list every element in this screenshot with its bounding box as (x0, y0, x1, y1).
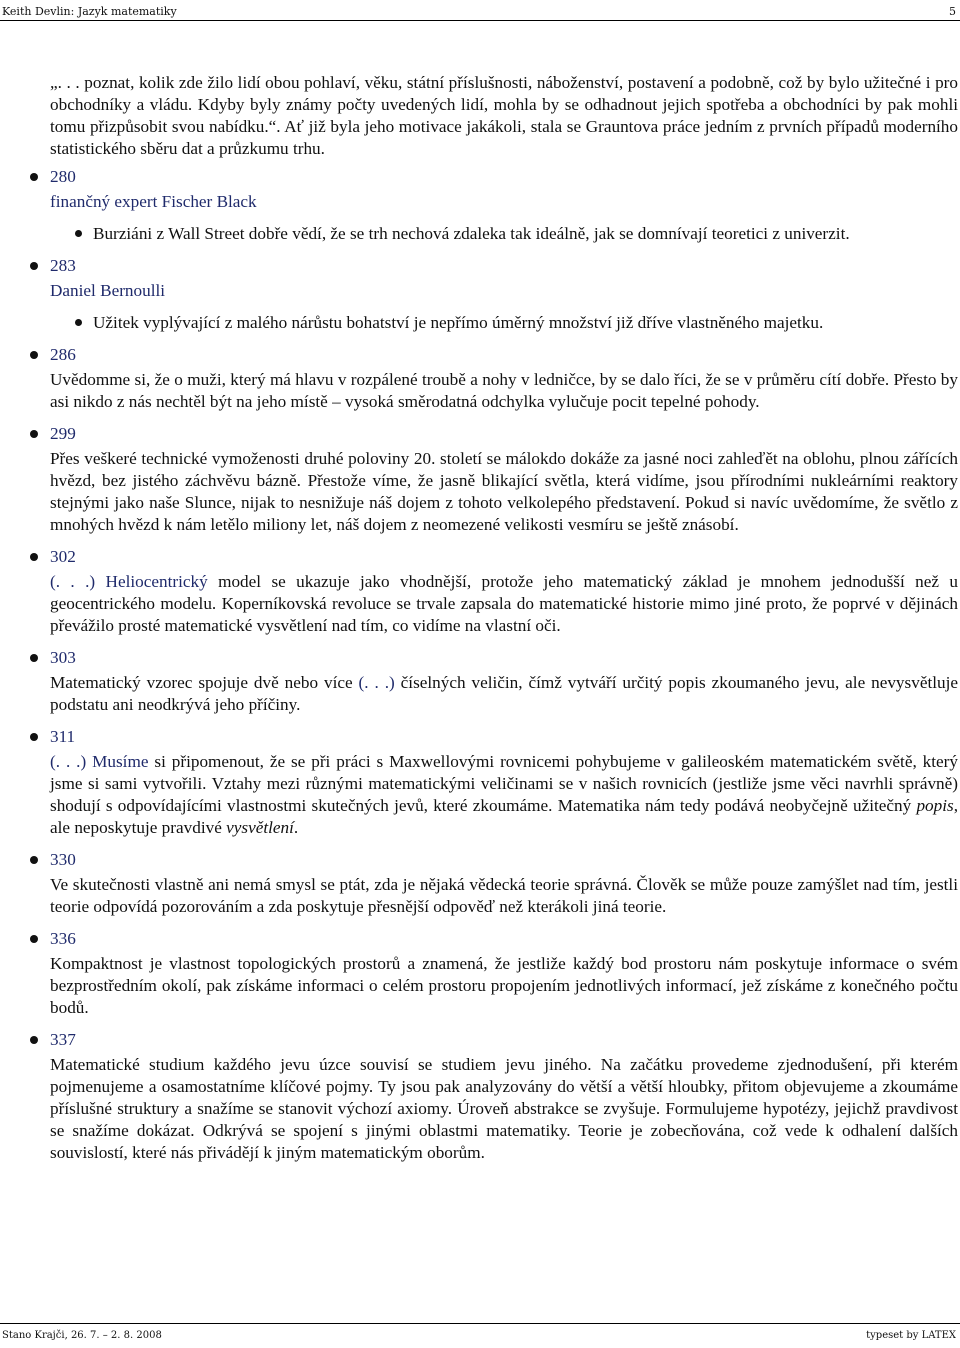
lead-word-link[interactable]: Musíme (92, 752, 149, 771)
page-ref-link[interactable]: 286 (50, 345, 76, 364)
ellipsis-link[interactable]: (. . .) (50, 572, 106, 591)
bullet-icon (30, 856, 38, 864)
page-body (0, 72, 960, 1174)
bullet-icon (75, 230, 82, 237)
page-ref-link[interactable]: 299 (50, 424, 76, 443)
quote-paragraph (50, 751, 958, 839)
entry-302 (0, 546, 960, 637)
page-footer (0, 1320, 960, 1348)
bullet-icon (30, 935, 38, 943)
page-ref-link[interactable]: 330 (50, 850, 76, 869)
bullet-icon (30, 654, 38, 662)
running-title: Keith Devlin: Jazyk matematiky (2, 5, 177, 18)
quote-text: Burziáni z Wall Street dobře vědí, že se trh nechová zdaleka tak ideálně, jak se domnívají teoretici z univerzit. (93, 224, 850, 243)
footer-author-date: Stano Krajči, 26. 7. – 2. 8. 2008 (2, 1330, 162, 1341)
quote-text: číselných veličin, čímž vytváří určitý popis zkoumaného jevu, ale nevysvětluje podstatu ani neodkrývá jeho příčiny. (50, 673, 958, 714)
page-ref-link[interactable]: 280 (50, 167, 76, 186)
bullet-icon (30, 173, 38, 181)
header-rule (0, 20, 960, 21)
footer-rule (0, 1323, 960, 1324)
footer-typeset: typeset by LATEX (866, 1330, 956, 1341)
page-ref-link[interactable]: 336 (50, 929, 76, 948)
quote-text: Ve skutečnosti vlastně ani nemá smysl se ptát, zda je nějaká vědecká teorie správná. Člověk se může pouze zamýšlet nad tím, jestli teorie odpovídá pozorováním a zda poskytuje přesnější odpověď než kterákoli jiná teorie. (50, 875, 958, 916)
ellipsis-link[interactable]: (. . .) (50, 752, 93, 771)
page-ref-link[interactable]: 283 (50, 256, 76, 275)
entry-283 (0, 255, 960, 334)
quote-text: Matematické studium každého jevu úzce souvisí se studiem jevu jiného. Na začátku provedeme zjednodušení, při kterém pojmenujeme a osamostatníme klíčové pojmy. Ty jsou pak analyzovány do větší a větší hloubky, přitom objevujeme a zkoumáme příslušné struktury a snažíme se stanovit výchozí axiomy. Úroveň abstrakce se zvyšuje. Formulujeme hypotézy, jejichž pravdivost se snažíme dokázat. Odkrývá se spojení s jinými oblastmi matematiky. Teorie je zobecňována, což vede k odhalení dalších souvislostí, které nás přivádějí k jiným matematickým oborům. (50, 1055, 958, 1162)
intro-quote: „. . . poznat, kolik zde žilo lidí obou pohlaví, věku, státní příslušnosti, náboženství, postavení a podobně, což by bylo užitečné i pro obchodníky a vládu. Kdyby byly známy počty uvedených lidí, mohla by se odhadnout jejich spotřeba a obchodníci by pak mohli tomu přizpůsobit svou nabídku.“. Ať již byla jeho motivace jakákoli, stala se Grauntova práce jedním z prvních případů moderního statistického sběru dat a průzkumu trhu. (50, 73, 958, 158)
entry-330 (0, 849, 960, 918)
entry-280 (0, 166, 960, 245)
entry-286 (0, 344, 960, 413)
person-name: finančný expert Fischer Black (50, 192, 257, 211)
sub-item (50, 223, 958, 245)
bullet-icon (30, 733, 38, 741)
quote-text: si připomenout, že se při práci s Maxwellovými rovnicemi pohybujeme v galileoském matematickém světě, který jsme si sami vytvořili. Vztahy mezi různými matematickými veličinami se v našich rovnicích (jestliže jsme věci navrhli správně) shodují s odpovídajícími vlastnostmi skutečných jevů, které zkoumáme. Matematika nám tedy podává neobyčejně užitečný (50, 752, 958, 815)
entry-337 (0, 1029, 960, 1164)
ellipsis-link[interactable]: (. . .) (358, 673, 395, 692)
entry-303 (0, 647, 960, 716)
page-ref-link[interactable]: 302 (50, 547, 76, 566)
bullet-icon (30, 262, 38, 270)
quote-text: Přes veškeré technické vymoženosti druhé poloviny 20. století se málokdo dokáže za jasné noci zahleďět na oblohu, plnou zářících hvězd, bez jistého záchvěvu bázně. Přestože víme, že jasně blikající světla, která vidíme, jsou přírodními nukleárními reaktory stejnými jako naše Slunce, nijak to nesnižuje náš dojem z tohoto velkolepého představení. Pokud si navíc uvědomíme, že světlo z mnohých hvězd k nám letělo miliony let, náš dojem z neomezené velikosti vesmíru se ještě znásobí. (50, 449, 958, 534)
page-ref-link[interactable]: 311 (50, 727, 76, 746)
quote-text: Užitek vyplývající z malého nárůstu bohatství je nepřímo úměrný množství již dříve vlastněného majetku. (93, 313, 824, 332)
bullet-icon (30, 351, 38, 359)
quote-text: Kompaktnost je vlastnost topologických prostorů a znamená, že jestliže každý bod prostoru nám poskytuje informace o svém bezprostředním okolí, pak získáme informaci o celém prostoru propojením jednotlivých informací, jež získáme z konečného počtu bodů. (50, 954, 958, 1017)
entry-336 (0, 928, 960, 1019)
bullet-icon (30, 1036, 38, 1044)
quote-text: Uvědomme si, že o muži, který má hlavu v rozpálené troubě a nohy v ledničce, by se dalo říci, že se v průměru cítí dobře. Přesto by asi nikdo z nás nechtěl být na jeho místě – vysoká směrodatná odchylka vylučuje pocit tepelné pohody. (50, 370, 958, 411)
quote-text: , ale neposkytuje pravdivé (50, 796, 958, 837)
page-header (0, 0, 960, 21)
page-ref-link[interactable]: 303 (50, 648, 76, 667)
quote-text: model se ukazuje jako vhodnější, protože jeho matematický základ je mnohem jednodušší než u geocentrického modelu. Koperníkovská revoluce se trvale zapsala do matematické historie mimo jiné proto, že poprvé v dějinách převážilo prosté matematické vysvětlení nad tím, co vidíme na vlastní oči. (50, 572, 958, 635)
quote-text: . (293, 818, 299, 837)
emphasis-popis: popis (916, 796, 954, 815)
quote-paragraph (50, 571, 958, 637)
sub-item (50, 312, 958, 334)
bullet-icon (30, 553, 38, 561)
bullet-icon (30, 430, 38, 438)
lead-word-link[interactable]: Heliocentrický (105, 572, 208, 591)
quote-text: Matematický vzorec spojuje dvě nebo více (50, 673, 359, 692)
emphasis-vysvetleni: vysvětlení (226, 818, 294, 837)
entry-299 (0, 423, 960, 536)
page-ref-link[interactable]: 337 (50, 1030, 76, 1049)
quote-paragraph (50, 672, 958, 716)
page-number: 5 (949, 5, 956, 18)
entry-311 (0, 726, 960, 839)
bullet-icon (75, 319, 82, 326)
person-name: Daniel Bernoulli (50, 281, 166, 300)
